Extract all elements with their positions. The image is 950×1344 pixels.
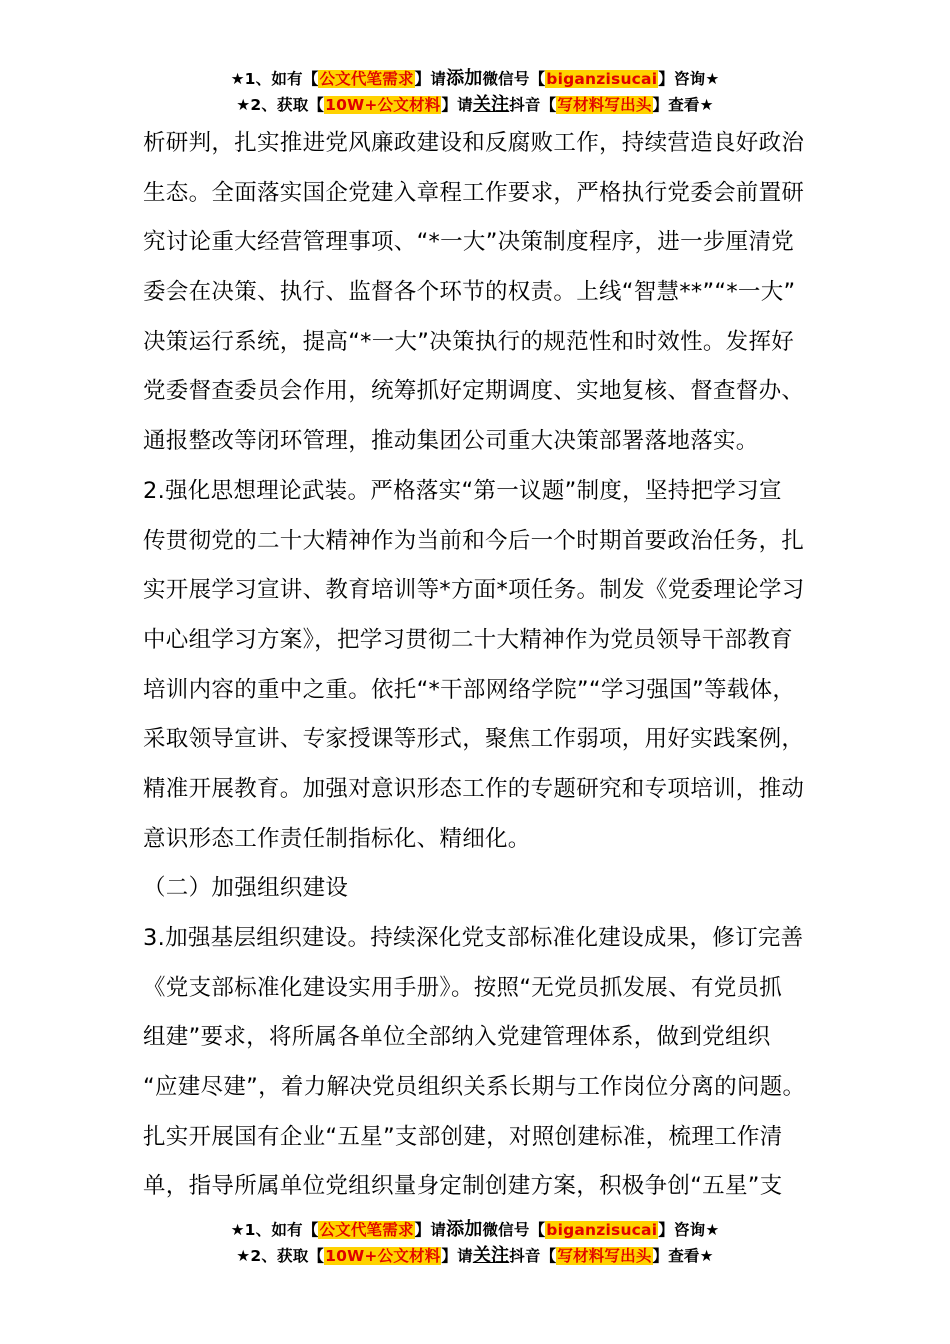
text-line: 组建”要求，将所属各单位全部纳入党建管理体系，做到党组织 bbox=[143, 1024, 771, 1051]
banner-highlight: biganzisucai bbox=[546, 70, 658, 88]
banner-text: 】咨询★ bbox=[658, 1221, 720, 1239]
text-line: 2.强化思想理论武装。严格落实“第一议题”制度，坚持把学习宣 bbox=[143, 477, 782, 504]
text-line: “应建尽建”，着力解决党员组织关系长期与工作岗位分离的问题。 bbox=[143, 1074, 806, 1101]
banner-text: 】查看★ bbox=[652, 1247, 714, 1265]
text-line: 中心组学习方案》，把学习贯彻二十大精神作为党员领导干部教育 bbox=[143, 626, 793, 653]
text-line: 扎实开展国有企业“五星”支部创建，对照创建标准，梳理工作清 bbox=[143, 1123, 783, 1150]
footer-banner bbox=[0, 1217, 950, 1269]
banner-text: 】查看★ bbox=[652, 96, 714, 114]
text-line: 委会在决策、执行、监督各个环节的权责。上线“智慧**”“*一大” bbox=[143, 279, 796, 306]
banner-text: ★2、获取【 bbox=[236, 96, 325, 114]
banner-highlight: 公文代笔需求 bbox=[319, 1221, 414, 1239]
banner-emphasis: 添加 bbox=[446, 1219, 483, 1240]
banner-highlight: biganzisucai bbox=[546, 1221, 658, 1239]
text-line: 决策运行系统，提高“*一大”决策执行的规范性和时效性。发挥好 bbox=[143, 328, 795, 355]
banner-text: 】请 bbox=[414, 70, 447, 88]
text-line: 3.加强基层组织建设。持续深化党支部标准化建设成果，修订完善 bbox=[143, 925, 804, 951]
banner-text: 微信号【 bbox=[482, 70, 546, 88]
banner-text: ★1、如有【 bbox=[230, 70, 319, 88]
banner-text: ★1、如有【 bbox=[230, 1221, 319, 1239]
document-body bbox=[143, 119, 843, 1212]
text-line: 通报整改等闭环管理，推动集团公司重大决策部署落地落实。 bbox=[143, 428, 759, 455]
text-line: 精准开展教育。加强对意识形态工作的专题研究和专项培训，推动 bbox=[143, 775, 805, 802]
text-line: 生态。全面落实国企党建入章程工作要求，严格执行党委会前置研 bbox=[143, 179, 805, 206]
banner-text: 】咨询★ bbox=[658, 70, 720, 88]
text-line: 党委督查委员会作用，统筹抓好定期调度、实地复核、督查督办、 bbox=[143, 378, 805, 405]
banner-highlight: 10W+公文材料 bbox=[325, 96, 441, 114]
text-line: 究讨论重大经营管理事项、“*一大”决策制度程序，进一步厘清党 bbox=[143, 229, 795, 256]
text-line: 《党支部标准化建设实用手册》。按照“无党员抓发展、有党员抓 bbox=[143, 974, 783, 1001]
banner-highlight: 写材料写出头 bbox=[557, 96, 652, 114]
banner-highlight: 10W+公文材料 bbox=[325, 1247, 441, 1265]
banner-text: 抖音【 bbox=[509, 96, 557, 114]
banner-text: 】请 bbox=[441, 96, 473, 114]
banner-text: ★2、获取【 bbox=[236, 1247, 325, 1265]
text-line: 采取领导宣讲、专家授课等形式，聚焦工作弱项，用好实践案例， bbox=[143, 726, 805, 753]
banner-highlight: 写材料写出头 bbox=[557, 1247, 652, 1265]
banner-line-2 bbox=[0, 92, 950, 118]
banner-text: 微信号【 bbox=[482, 1221, 546, 1239]
banner-line-1 bbox=[0, 66, 950, 92]
banner-text: 】请 bbox=[414, 1221, 447, 1239]
banner-line-1 bbox=[0, 1217, 950, 1243]
banner-line-2 bbox=[0, 1243, 950, 1269]
text-line: 单，指导所属单位党组织量身定制创建方案，积极争创“五星”支 bbox=[143, 1173, 783, 1200]
text-line: 传贯彻党的二十大精神作为当前和今后一个时期首要政治任务，扎 bbox=[143, 527, 805, 554]
text-line: 意识形态工作责任制指标化、精细化。 bbox=[143, 825, 531, 852]
banner-text: 抖音【 bbox=[509, 1247, 557, 1265]
banner-emphasis: 关注 bbox=[472, 1245, 510, 1266]
banner-highlight: 公文代笔需求 bbox=[319, 70, 414, 88]
text-line: 培训内容的重中之重。依托“*干部网络学院”“学习强国”等载体， bbox=[143, 676, 796, 703]
text-line: 实开展学习宣讲、教育培训等*方面*项任务。制发《党委理论学习 bbox=[143, 577, 805, 604]
section-heading: （二）加强组织建设 bbox=[143, 875, 349, 902]
banner-text: 】请 bbox=[441, 1247, 473, 1265]
banner-emphasis: 关注 bbox=[472, 94, 510, 115]
banner-emphasis: 添加 bbox=[446, 68, 483, 89]
text-line: 析研判，扎实推进党风廉政建设和反腐败工作，持续营造良好政治 bbox=[143, 130, 805, 156]
header-banner bbox=[0, 66, 950, 118]
